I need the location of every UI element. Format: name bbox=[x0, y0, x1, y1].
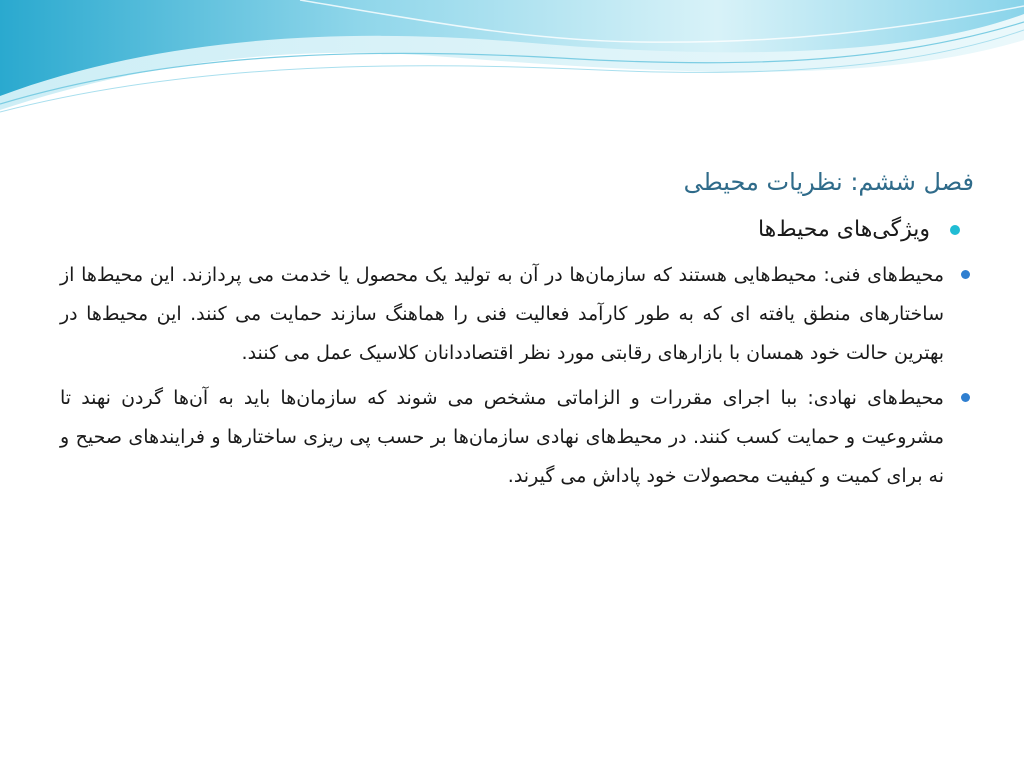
heading-text: ویژگی‌های محیط‌ها bbox=[757, 217, 930, 242]
header-wave-decoration bbox=[0, 0, 1024, 120]
slide-content bbox=[60, 160, 974, 496]
paragraph-text: محیط‌های نهادی: ببا اجرای مقررات و الزاماتی مشخص می شوند که سازمان‌ها باید به آن‌ها گردن نهند تا مشروعیت و حمایت کسب کنند. در محیط‌های نهادی سازمان‌ها بر حسب پی ریزی ساختارها و فرایندهای صحیح و نه برای کمیت و کیفیت محصولات خود پاداش می گیرند. bbox=[60, 387, 944, 487]
paragraph-institutional-environments bbox=[60, 379, 974, 496]
bullet-dot-icon bbox=[961, 270, 970, 279]
bullet-dot-icon bbox=[961, 393, 970, 402]
paragraph-technical-environments bbox=[60, 256, 974, 373]
slide-title: فصل ششم: نظریات محیطی bbox=[683, 168, 974, 196]
bullet-dot-icon bbox=[950, 225, 960, 235]
paragraph-text: محیط‌های فنی: محیط‌هایی هستند که سازمان‌ها در آن به تولید یک محصول یا خدمت می پردازند. این محیط‌ها از ساختارهای منطق یافته ای که به طور کارآمد فعالیت فنی را هماهنگ سازند حمایت می کنند. این محیط‌ها در بهترین حالت خود همسان با بازارهای رقابتی مورد نظر اقتصاددانان کلاسیک عمل می کنند. bbox=[60, 264, 944, 364]
heading-bullet-item bbox=[60, 210, 974, 250]
